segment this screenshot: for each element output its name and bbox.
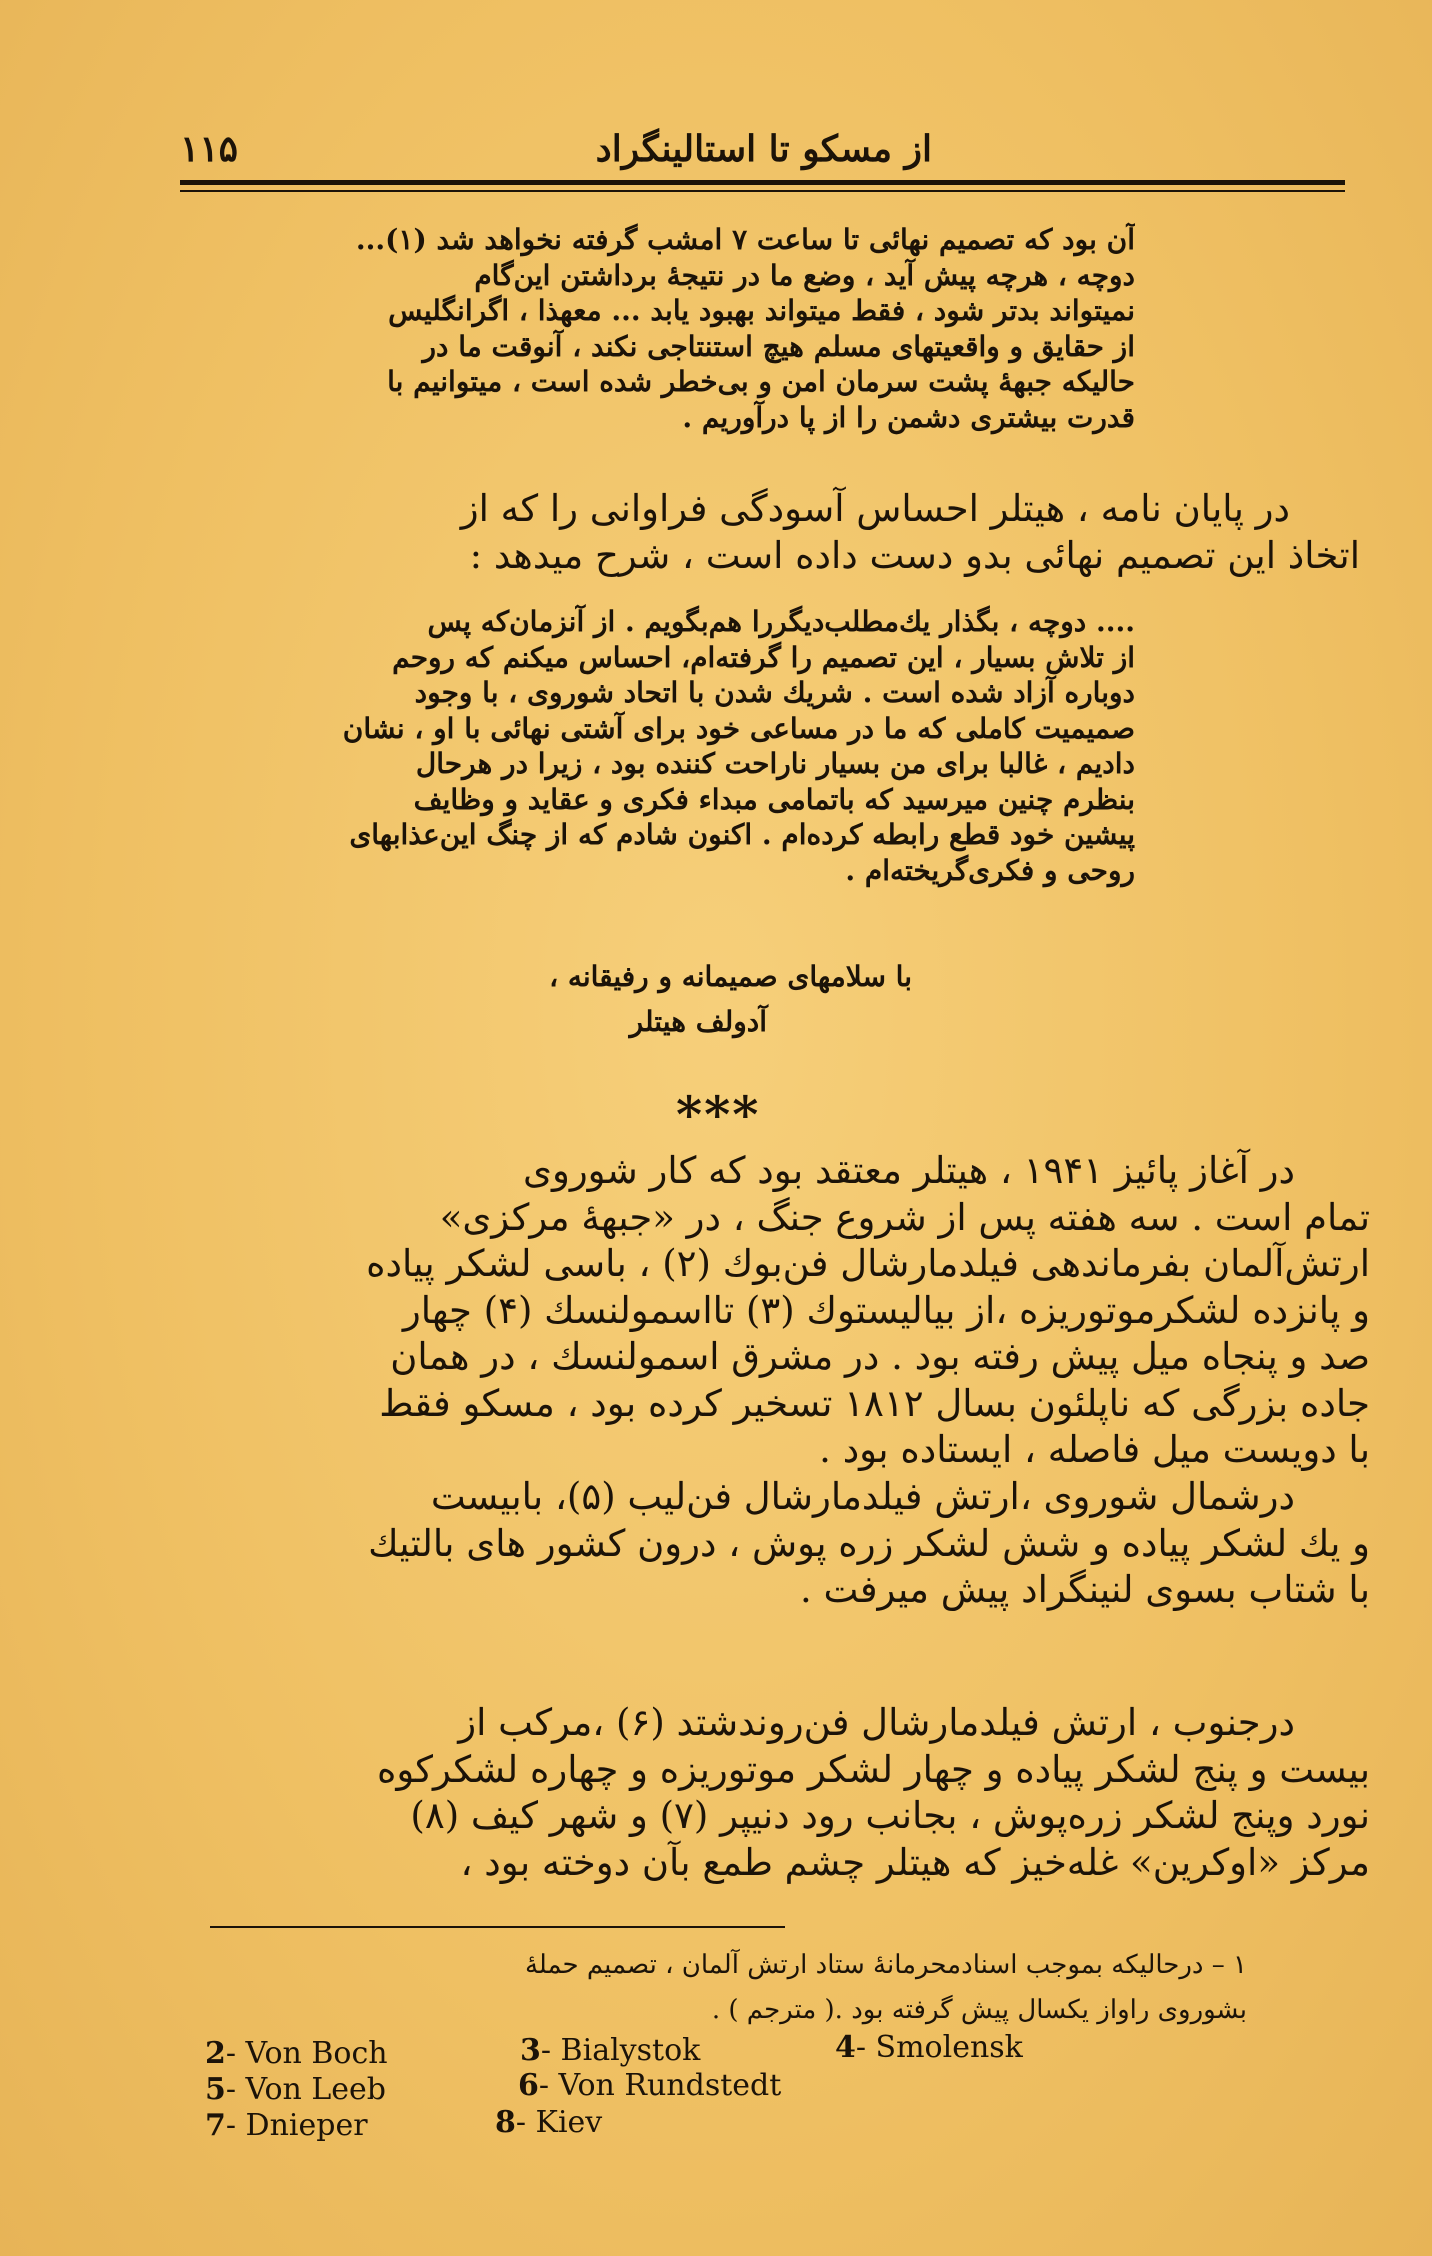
- quote2-line: .... دوچه ، بگذار یك‌مطلب‌دیگررا هم‌بگویم . از آنزمان‌که پس: [427, 605, 1135, 638]
- quote2-line: دوباره آزاد شده است . شریك شدن با اتحاد شوروی ، با وجود: [414, 676, 1135, 709]
- quote2-line: از تلاش بسیار ، این تصمیم را گرفته‌ام، احساس میکنم که روحم: [392, 640, 1135, 674]
- footnote-name: - Bialystok: [540, 2033, 701, 2068]
- footnote-rule: [210, 1926, 785, 1928]
- quote1-line: قدرت بیشتری دشمن را از پا درآوریم .: [682, 400, 1135, 434]
- quote1-line: حالیکه جبههٔ پشت سرمان امن و بی‌خطر شده است ، میتوانیم با: [387, 365, 1135, 398]
- footnote-number: 5: [205, 2072, 226, 2107]
- footnote-number: 4: [835, 2030, 856, 2065]
- footnote-name: - Dnieper: [225, 2108, 368, 2143]
- footnote-name: - Kiev: [515, 2105, 603, 2140]
- footnote-4: [835, 2030, 1023, 2065]
- paragraph1-line: اتخاذ این تصمیم نهائی بدو دست داده است ، شرح میدهد :: [469, 533, 1360, 577]
- header-rule-thin: [180, 190, 1345, 192]
- footnote-6: [518, 2068, 781, 2103]
- signoff-greeting: با سلامهای صمیمانه و رفیقانه ،: [549, 960, 912, 993]
- footnote-number: 6: [518, 2068, 539, 2103]
- paragraph3-line: و یك لشکر پیاده و شش لشکر زره پوش ، درون کشور های بالتیك: [368, 1521, 1370, 1565]
- quote-block-2: [175, 604, 1135, 888]
- paragraph3-line: درشمال شوروی ،ارتش فیلدمارشال فن‌لیب (۵)، بابیست: [430, 1475, 1295, 1518]
- page-number: ۱۱۵: [180, 128, 239, 170]
- footnote-7: [205, 2108, 368, 2143]
- quote1-line: آن بود که تصمیم نهائی تا ساعت ۷ امشب گرفته نخواهد شد (۱)...: [355, 223, 1135, 256]
- paragraph-3: [185, 1474, 1370, 1614]
- footnote-name: - Von Rundstedt: [538, 2068, 782, 2103]
- footnote-name: - Smolensk: [855, 2030, 1023, 2065]
- quote-block-1: [175, 222, 1135, 435]
- paragraph2-line: با دویست میل فاصله ، ایستاده بود .: [819, 1428, 1370, 1471]
- quote2-line: بنظرم چنین میرسید که باتمامی مبداء فکری و عقاید و وظایف: [413, 782, 1135, 816]
- footnote-1-line-1: ۱ – درحالیکه بموجب اسنادمحرمانهٔ ستاد ارتش آلمان ، تصمیم حملهٔ: [524, 1950, 1247, 1980]
- footnote-number: 3: [520, 2033, 541, 2068]
- quote1-line: دوچه ، هرچه پیش آید ، وضع ما در نتیجهٔ برداشتن این‌گام: [474, 258, 1135, 292]
- paragraph-2: [185, 1148, 1370, 1474]
- quote2-line: پیشین خود قطع رابطه کرده‌ام . اکنون شادم که از چنگ این‌عذابهای: [349, 818, 1135, 851]
- section-separator: ***: [676, 1085, 761, 1144]
- paragraph3-line: با شتاب بسوی لنینگراد پیش میرفت .: [800, 1568, 1370, 1611]
- footnote-name: - Von Boch: [225, 2036, 388, 2071]
- footnote-number: 2: [205, 2036, 226, 2071]
- paragraph2-line: و پانزده لشکرموتوریزه ،از بیالیستوك (۳) تااسمولنسك (۴) چهار: [402, 1288, 1370, 1332]
- paragraph-4: [185, 1700, 1370, 1886]
- paragraph4-line: درجنوب ، ارتش فیلدمارشال فن‌روندشتد (۶) ،مرکب از: [458, 1701, 1295, 1744]
- footnote-8: [495, 2105, 602, 2140]
- footnote-1-line-2: بشوروی راواز یکسال پیش گرفته بود .( مترجم ) .: [711, 1995, 1247, 2025]
- paragraph2-line: تمام است . سه هفته پس از شروع جنگ ، در «جبههٔ مرکزی»: [439, 1195, 1370, 1239]
- paragraph-1: [170, 486, 1360, 579]
- footnote-2: [205, 2036, 388, 2071]
- quote2-line: صمیمیت کاملی که ما در مساعی خود برای آشتی نهائی با او ، نشان: [342, 711, 1135, 745]
- paragraph4-line: بیست و پنج لشکر پیاده و چهار لشکر موتوریزه و چهاره لشکرکوه: [376, 1747, 1370, 1791]
- paragraph2-line: ارتش‌آلمان بفرماندهی فیلدمارشال فن‌بوك (۲) ، باسی لشکر پیاده: [366, 1242, 1370, 1285]
- paragraph1-line: در پایان نامه ، هیتلر احساس آسودگی فراوانی را که از: [460, 487, 1290, 530]
- running-header-title: از مسکو تا استالینگراد: [595, 128, 932, 170]
- footnote-5: [205, 2072, 386, 2107]
- footnote-name: - Von Leeb: [225, 2072, 387, 2107]
- header-rule-thick: [180, 180, 1345, 185]
- footnote-3: [520, 2033, 700, 2068]
- signoff-name: آدولف هیتلر: [629, 1005, 767, 1038]
- quote1-line: نمیتواند بدتر شود ، فقط میتواند بهبود یابد ... معهذا ، اگرانگلیس: [388, 294, 1135, 327]
- quote1-line: از حقایق و واقعیتهای مسلم هیچ استنتاجی نکند ، آنوقت ما در: [422, 329, 1135, 363]
- paragraph2-line: صد و پنجاه میل پیش رفته بود . در مشرق اسمولنسك ، در همان: [390, 1335, 1370, 1378]
- footnote-number: 8: [495, 2105, 516, 2140]
- footnote-number: 7: [205, 2108, 226, 2143]
- paragraph4-line: مرکز «اوکرین» غله‌خیز که هیتلر چشم طمع بآن دوخته بود ،: [460, 1840, 1370, 1884]
- paragraph4-line: نورد وپنج لشکر زره‌پوش ، بجانب رود دنیپر (۷) و شهر کیف (۸): [410, 1794, 1370, 1837]
- paragraph2-line: جاده بزرگی که ناپلئون بسال ۱۸۱۲ تسخیر کرده بود ، مسکو فقط: [379, 1381, 1370, 1425]
- quote2-line: روحی و فکری‌گریخته‌ام .: [845, 853, 1135, 887]
- paragraph2-line: در آغاز پائیز ۱۹۴۱ ، هیتلر معتقد بود که کار شوروی: [522, 1149, 1295, 1192]
- quote2-line: دادیم ، غالبا برای من بسیار ناراحت کننده بود ، زیرا در هرحال: [415, 747, 1135, 780]
